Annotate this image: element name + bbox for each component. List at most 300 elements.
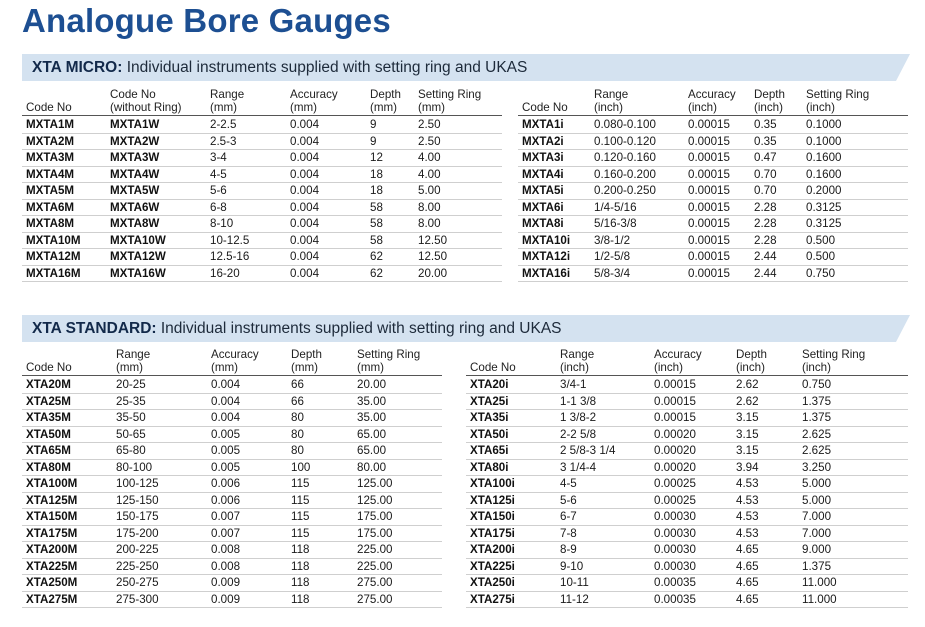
column-header-line: Code No <box>26 101 72 114</box>
table-cell: 0.3125 <box>802 199 908 216</box>
table-row <box>22 216 502 233</box>
table-cell: 0.080-0.100 <box>590 116 684 134</box>
table-cell: 0.004 <box>286 232 366 249</box>
table-cell: 0.004 <box>286 166 366 183</box>
table-cell: 0.1600 <box>802 150 908 167</box>
table-row <box>466 591 908 608</box>
table-cell: 0.00015 <box>650 376 732 394</box>
code-cell: MXTA4M <box>22 166 106 183</box>
table-row <box>466 443 908 460</box>
table-cell: 80 <box>287 426 353 443</box>
column-header-line: (mm) <box>418 101 446 114</box>
column-header-line: (mm) <box>210 101 238 114</box>
code-cell: XTA200i <box>466 542 556 559</box>
code-cell: XTA20i <box>466 376 556 394</box>
table-cell: 9-10 <box>556 558 650 575</box>
table-cell: 4.53 <box>732 525 798 542</box>
table-cell: 65.00 <box>353 426 442 443</box>
micro-banner-text: Individual instruments supplied with setting ring and UKAS <box>122 59 528 76</box>
table-row <box>466 525 908 542</box>
table-cell: 4.65 <box>732 558 798 575</box>
table-cell: 250-275 <box>112 575 207 592</box>
table-cell: 0.750 <box>802 265 908 282</box>
table-row <box>22 249 502 266</box>
table-row <box>466 393 908 410</box>
table-row <box>22 525 442 542</box>
table-cell: 5-6 <box>556 492 650 509</box>
column-header-line <box>26 348 108 361</box>
header-row <box>466 348 908 376</box>
table-cell: 20-25 <box>112 376 207 394</box>
column-header <box>106 88 206 116</box>
table-cell: 2.62 <box>732 376 798 394</box>
column-header-line: (mm) <box>116 361 144 374</box>
column-header-line: Depth <box>736 348 767 361</box>
table-cell: 0.00030 <box>650 525 732 542</box>
table-cell: 175.00 <box>353 525 442 542</box>
code-cell: MXTA10M <box>22 232 106 249</box>
table-cell: 0.1000 <box>802 116 908 134</box>
code-cell: XTA20M <box>22 376 112 394</box>
table-row <box>22 558 442 575</box>
table-cell: 4.65 <box>732 591 798 608</box>
table-cell: 0.00015 <box>684 116 750 134</box>
table-cell: 0.009 <box>207 591 287 608</box>
column-header-line: (inch) <box>654 361 683 374</box>
table-cell: 125-150 <box>112 492 207 509</box>
table-cell: 66 <box>287 376 353 394</box>
column-header <box>798 348 908 376</box>
table-cell: 5/8-3/4 <box>590 265 684 282</box>
header-row <box>22 88 502 116</box>
page-title: Analogue Bore Gauges <box>22 2 391 39</box>
table-cell: 0.004 <box>207 376 287 394</box>
standard-metric-table <box>22 348 442 608</box>
table-cell: 1.375 <box>798 410 908 427</box>
code-cell: XTA65i <box>466 443 556 460</box>
code-cell: MXTA8M <box>22 216 106 233</box>
code-cell: MXTA16i <box>518 265 590 282</box>
standard-banner-text: Individual instruments supplied with setting ring and UKAS <box>156 320 562 337</box>
table-cell: 2-2.5 <box>206 116 286 134</box>
column-header <box>22 88 106 116</box>
table-cell: MXTA3W <box>106 150 206 167</box>
table-row <box>466 542 908 559</box>
code-cell: XTA250i <box>466 575 556 592</box>
table-cell: 1/4-5/16 <box>590 199 684 216</box>
column-header <box>286 88 366 116</box>
table-cell: 0.35 <box>750 133 802 150</box>
table-row <box>22 199 502 216</box>
code-cell: MXTA10i <box>518 232 590 249</box>
table-cell: 2.28 <box>750 232 802 249</box>
code-cell: MXTA2i <box>518 133 590 150</box>
code-cell: MXTA3M <box>22 150 106 167</box>
code-cell: XTA150M <box>22 509 112 526</box>
table-cell: 2.28 <box>750 199 802 216</box>
table-cell: 62 <box>366 249 414 266</box>
table-cell: 65.00 <box>353 443 442 460</box>
code-cell: XTA80M <box>22 459 112 476</box>
table-cell: 0.160-0.200 <box>590 166 684 183</box>
table-cell: 1/2-5/8 <box>590 249 684 266</box>
table-row <box>518 199 908 216</box>
table-cell: 0.00015 <box>684 133 750 150</box>
table-cell: 3/4-1 <box>556 376 650 394</box>
table-cell: 1-1 3/8 <box>556 393 650 410</box>
code-cell: MXTA12M <box>22 249 106 266</box>
table-row <box>518 265 908 282</box>
table-cell: 118 <box>287 558 353 575</box>
column-header-line: (inch) <box>806 101 835 114</box>
table-row <box>466 476 908 493</box>
table-cell: 0.1600 <box>802 166 908 183</box>
table-cell: 4.65 <box>732 575 798 592</box>
table-cell: 0.00025 <box>650 492 732 509</box>
code-cell: MXTA1M <box>22 116 106 134</box>
table-cell: 0.00015 <box>650 410 732 427</box>
table-cell: 0.00015 <box>684 265 750 282</box>
table-cell: 0.00030 <box>650 558 732 575</box>
column-header <box>353 348 442 376</box>
column-header <box>206 88 286 116</box>
table-row <box>518 133 908 150</box>
code-cell: XTA275i <box>466 591 556 608</box>
table-cell: 3.250 <box>798 459 908 476</box>
table-cell: 0.100-0.120 <box>590 133 684 150</box>
table-cell: 2.44 <box>750 249 802 266</box>
table-row <box>466 459 908 476</box>
table-cell: 115 <box>287 509 353 526</box>
table-cell: 3.15 <box>732 426 798 443</box>
table-cell: MXTA6W <box>106 199 206 216</box>
table-cell: 5.000 <box>798 476 908 493</box>
column-header-line: (inch) <box>594 101 623 114</box>
table-row <box>22 232 502 249</box>
column-header <box>22 348 112 376</box>
column-header <box>207 348 287 376</box>
table-cell: 11-12 <box>556 591 650 608</box>
column-header-line: (mm) <box>357 361 385 374</box>
table-row <box>22 509 442 526</box>
table-cell: 200-225 <box>112 542 207 559</box>
table-cell: 9 <box>366 116 414 134</box>
column-header <box>518 88 590 116</box>
table-cell: 0.120-0.160 <box>590 150 684 167</box>
column-header <box>466 348 556 376</box>
table-cell: 3-4 <box>206 150 286 167</box>
table-cell: 1.375 <box>798 558 908 575</box>
table-cell: 0.3125 <box>802 216 908 233</box>
table-cell: 7.000 <box>798 525 908 542</box>
table-cell: 18 <box>366 166 414 183</box>
table-row <box>518 150 908 167</box>
code-cell: XTA50M <box>22 426 112 443</box>
table-cell: 4.00 <box>414 150 502 167</box>
code-cell: XTA275M <box>22 591 112 608</box>
table-cell: 35.00 <box>353 410 442 427</box>
table-row <box>466 558 908 575</box>
table-cell: 0.004 <box>207 393 287 410</box>
table-cell: 25-35 <box>112 393 207 410</box>
table-cell: 0.004 <box>286 216 366 233</box>
table-cell: 0.00015 <box>684 216 750 233</box>
code-cell: XTA65M <box>22 443 112 460</box>
table-cell: 0.00020 <box>650 459 732 476</box>
column-header <box>112 348 207 376</box>
table-cell: 2.5-3 <box>206 133 286 150</box>
table-cell: 20.00 <box>414 265 502 282</box>
table-cell: 58 <box>366 232 414 249</box>
table-cell: 5-6 <box>206 183 286 200</box>
table-cell: 175-200 <box>112 525 207 542</box>
table-cell: 100 <box>287 459 353 476</box>
code-cell: XTA35M <box>22 410 112 427</box>
column-header-line: (inch) <box>736 361 765 374</box>
standard-inch-table <box>466 348 908 608</box>
micro-metric-table <box>22 88 502 282</box>
code-cell: MXTA8i <box>518 216 590 233</box>
table-cell: 275.00 <box>353 575 442 592</box>
table-cell: 118 <box>287 542 353 559</box>
column-header <box>650 348 732 376</box>
table-cell: 275-300 <box>112 591 207 608</box>
code-cell: XTA200M <box>22 542 112 559</box>
table-cell: 11.000 <box>798 575 908 592</box>
table-cell: 10-11 <box>556 575 650 592</box>
table-cell: 2-2 5/8 <box>556 426 650 443</box>
column-header-line: Code No <box>522 101 568 114</box>
header-row <box>22 348 442 376</box>
column-header-line: Accuracy <box>688 88 736 101</box>
table-cell: 20.00 <box>353 376 442 394</box>
table-cell: 125.00 <box>353 476 442 493</box>
column-header-line: Setting Ring <box>418 88 482 101</box>
table-cell: 118 <box>287 575 353 592</box>
table-cell: 4.53 <box>732 509 798 526</box>
table-cell: 80.00 <box>353 459 442 476</box>
code-cell: XTA175i <box>466 525 556 542</box>
table-cell: 0.008 <box>207 542 287 559</box>
table-cell: 35.00 <box>353 393 442 410</box>
column-header-line <box>26 88 102 101</box>
micro-inch-table <box>518 88 908 282</box>
code-cell: MXTA1i <box>518 116 590 134</box>
table-cell: 7-8 <box>556 525 650 542</box>
code-cell: MXTA6i <box>518 199 590 216</box>
table-row <box>22 133 502 150</box>
table-row <box>22 459 442 476</box>
table-cell: 6-7 <box>556 509 650 526</box>
table-cell: 0.500 <box>802 232 908 249</box>
code-cell: XTA150i <box>466 509 556 526</box>
table-row <box>518 183 908 200</box>
table-cell: 0.1000 <box>802 133 908 150</box>
column-header-line: Accuracy <box>290 88 338 101</box>
table-row <box>22 591 442 608</box>
table-cell: 0.004 <box>286 183 366 200</box>
table-cell: 0.005 <box>207 426 287 443</box>
column-header-line: (inch) <box>802 361 831 374</box>
table-cell: 0.008 <box>207 558 287 575</box>
table-cell: 0.00015 <box>684 150 750 167</box>
table-cell: 0.750 <box>798 376 908 394</box>
table-cell: 35-50 <box>112 410 207 427</box>
table-cell: 1.375 <box>798 393 908 410</box>
table-cell: MXTA5W <box>106 183 206 200</box>
table-cell: 12.50 <box>414 232 502 249</box>
table-cell: 115 <box>287 492 353 509</box>
column-header-line: Range <box>210 88 245 101</box>
code-cell: MXTA3i <box>518 150 590 167</box>
column-header-line: Code No <box>26 361 72 374</box>
standard-banner-label: XTA STANDARD: <box>32 320 157 337</box>
table-row <box>22 542 442 559</box>
column-header-line: (inch) <box>754 101 783 114</box>
table-row <box>22 166 502 183</box>
table-row <box>466 410 908 427</box>
table-cell: 0.004 <box>286 249 366 266</box>
column-header-line: Range <box>594 88 629 101</box>
table-cell: 1 3/8-2 <box>556 410 650 427</box>
table-row <box>22 265 502 282</box>
table-row <box>518 216 908 233</box>
column-header <box>684 88 750 116</box>
table-cell: 2.625 <box>798 426 908 443</box>
table-cell: 2.625 <box>798 443 908 460</box>
table-cell: MXTA10W <box>106 232 206 249</box>
table-cell: 12.50 <box>414 249 502 266</box>
code-cell: XTA125M <box>22 492 112 509</box>
column-header-line: Depth <box>370 88 401 101</box>
table-cell: 0.004 <box>286 265 366 282</box>
table-cell: 58 <box>366 199 414 216</box>
code-cell: MXTA5M <box>22 183 106 200</box>
table-cell: 12.5-16 <box>206 249 286 266</box>
table-cell: 125.00 <box>353 492 442 509</box>
table-row <box>22 393 442 410</box>
table-cell: 115 <box>287 476 353 493</box>
column-header-line: (mm) <box>370 101 398 114</box>
table-row <box>518 166 908 183</box>
table-cell: 0.00015 <box>684 249 750 266</box>
table-cell: 0.005 <box>207 443 287 460</box>
column-header-line: Code No <box>470 361 516 374</box>
code-cell: XTA225M <box>22 558 112 575</box>
table-cell: 8.00 <box>414 199 502 216</box>
table-cell: 6-8 <box>206 199 286 216</box>
code-cell: MXTA12i <box>518 249 590 266</box>
table-cell: 16-20 <box>206 265 286 282</box>
table-cell: 0.004 <box>286 133 366 150</box>
table-cell: 4.53 <box>732 492 798 509</box>
table-cell: 0.009 <box>207 575 287 592</box>
table-cell: 2.44 <box>750 265 802 282</box>
table-cell: 7.000 <box>798 509 908 526</box>
table-cell: 0.70 <box>750 166 802 183</box>
table-cell: 0.00020 <box>650 426 732 443</box>
column-header-line: Setting Ring <box>806 88 870 101</box>
table-cell: 65-80 <box>112 443 207 460</box>
column-header <box>802 88 908 116</box>
table-cell: 0.00015 <box>684 199 750 216</box>
table-cell: 275.00 <box>353 591 442 608</box>
standard-section-banner <box>22 315 896 342</box>
code-cell: XTA25M <box>22 393 112 410</box>
column-header-line: Depth <box>291 348 322 361</box>
column-header-line: Accuracy <box>211 348 259 361</box>
table-cell: MXTA4W <box>106 166 206 183</box>
code-cell: XTA225i <box>466 558 556 575</box>
column-header <box>732 348 798 376</box>
table-cell: 115 <box>287 525 353 542</box>
code-cell: XTA35i <box>466 410 556 427</box>
table-cell: 118 <box>287 591 353 608</box>
table-cell: 0.004 <box>286 199 366 216</box>
table-cell: 2.50 <box>414 133 502 150</box>
table-cell: 225-250 <box>112 558 207 575</box>
table-cell: MXTA8W <box>106 216 206 233</box>
table-cell: 9.000 <box>798 542 908 559</box>
table-cell: 0.00015 <box>650 393 732 410</box>
table-cell: 80-100 <box>112 459 207 476</box>
table-cell: 8-9 <box>556 542 650 559</box>
code-cell: MXTA2M <box>22 133 106 150</box>
column-header-line: (without Ring) <box>110 101 182 114</box>
column-header-line: Setting Ring <box>357 348 421 361</box>
table-cell: 0.47 <box>750 150 802 167</box>
table-cell: 4.65 <box>732 542 798 559</box>
column-header <box>414 88 502 116</box>
code-cell: XTA250M <box>22 575 112 592</box>
column-header-line: Code No <box>110 88 156 101</box>
table-cell: MXTA12W <box>106 249 206 266</box>
table-cell: 2.28 <box>750 216 802 233</box>
table-cell: 100-125 <box>112 476 207 493</box>
table-row <box>22 426 442 443</box>
table-cell: 225.00 <box>353 542 442 559</box>
table-cell: 5.000 <box>798 492 908 509</box>
table-cell: 0.00025 <box>650 476 732 493</box>
table-cell: 62 <box>366 265 414 282</box>
table-cell: 9 <box>366 133 414 150</box>
table-cell: 4.00 <box>414 166 502 183</box>
table-cell: 0.00015 <box>684 232 750 249</box>
table-row <box>518 116 908 134</box>
column-header <box>556 348 650 376</box>
table-cell: 0.004 <box>286 116 366 134</box>
column-header-line <box>522 88 586 101</box>
table-cell: 2.50 <box>414 116 502 134</box>
table-cell: 0.004 <box>286 150 366 167</box>
column-header-line: (mm) <box>291 361 319 374</box>
table-row <box>466 509 908 526</box>
table-row <box>466 575 908 592</box>
table-cell: 3.15 <box>732 410 798 427</box>
table-row <box>22 376 442 394</box>
column-header-line: (inch) <box>560 361 589 374</box>
table-cell: 10-12.5 <box>206 232 286 249</box>
table-cell: 0.00015 <box>684 183 750 200</box>
table-row <box>22 183 502 200</box>
code-cell: MXTA5i <box>518 183 590 200</box>
table-cell: 80 <box>287 443 353 460</box>
table-cell: 8.00 <box>414 216 502 233</box>
table-cell: 0.00035 <box>650 591 732 608</box>
table-cell: 66 <box>287 393 353 410</box>
table-row <box>22 116 502 134</box>
table-row <box>22 410 442 427</box>
